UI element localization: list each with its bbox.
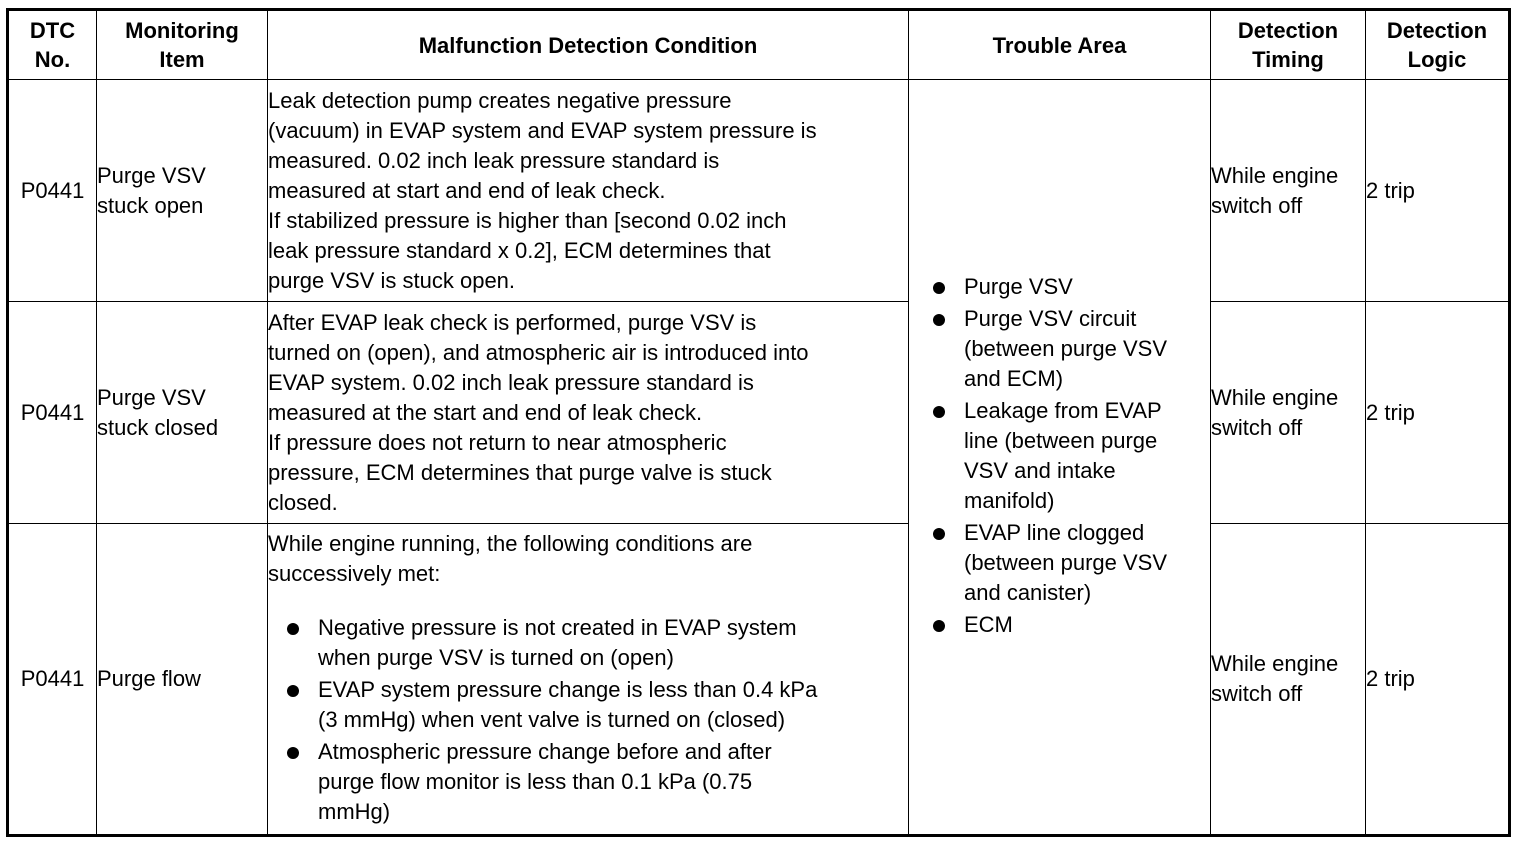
header-monitoring-line2: Item — [159, 47, 205, 72]
detection-timing — [1211, 524, 1366, 836]
table-row — [8, 524, 1510, 836]
condition-intro-line: While engine running, the following conditions are — [268, 531, 753, 556]
condition-line: measured. 0.02 inch leak pressure standard is — [268, 147, 720, 173]
detection-timing — [1211, 302, 1366, 524]
detection-logic: 2 trip — [1366, 302, 1510, 524]
timing-line: switch off — [1211, 192, 1303, 218]
timing-line: While engine — [1211, 651, 1339, 676]
condition-line: If pressure does not return to near atmospheric — [268, 429, 727, 455]
monitoring-item-line: Purge VSV — [97, 162, 206, 188]
trouble-area-cell — [909, 80, 1211, 836]
trouble-line: Purge VSV circuit — [964, 306, 1137, 331]
header-row — [8, 10, 1510, 80]
condition-line: After EVAP leak check is performed, purge VSV is — [268, 309, 757, 335]
condition-bullet-item — [268, 675, 908, 735]
trouble-line: Purge VSV — [964, 274, 1073, 299]
header-monitoring-item — [97, 10, 268, 80]
trouble-area-list — [909, 272, 1210, 640]
condition-line: (vacuum) in EVAP system and EVAP system pressure is — [268, 117, 817, 143]
header-dtc-line1: DTC — [29, 18, 76, 43]
condition-line: measured at start and end of leak check. — [268, 177, 666, 203]
header-dtc-line2: No. — [34, 47, 71, 72]
bullet-line: (3 mmHg) when vent valve is turned on (closed) — [318, 707, 786, 732]
condition-line: measured at the start and end of leak check. — [268, 399, 703, 425]
header-logic-line1: Detection — [1386, 18, 1488, 43]
monitoring-item-line: stuck closed — [97, 414, 219, 440]
condition-line: EVAP system. 0.02 inch leak pressure standard is — [268, 369, 754, 395]
trouble-line: manifold) — [964, 488, 1055, 513]
bullet-line: when purge VSV is turned on (open) — [318, 645, 674, 670]
header-detection-logic — [1366, 10, 1510, 80]
bullet-icon — [287, 685, 299, 697]
trouble-area-item — [909, 396, 1210, 516]
bullet-icon — [933, 314, 945, 326]
condition-intro-line: successively met: — [268, 561, 441, 586]
header-logic-line2: Logic — [1407, 47, 1467, 72]
trouble-line: VSV and intake — [964, 458, 1116, 483]
monitoring-item — [97, 302, 268, 524]
detection-logic: 2 trip — [1366, 80, 1510, 302]
header-timing-line1: Detection — [1237, 18, 1339, 43]
spacer — [268, 589, 908, 613]
trouble-area-item — [909, 610, 1210, 640]
dtc-code: P0441 — [8, 80, 97, 302]
header-detection-timing — [1211, 10, 1366, 80]
condition-line: closed. — [268, 489, 338, 515]
trouble-line: (between purge VSV — [964, 550, 1168, 575]
condition-line: Leak detection pump creates negative pressure — [268, 87, 732, 113]
bullet-icon — [933, 282, 945, 294]
bullet-line: Atmospheric pressure change before and after — [318, 739, 772, 764]
timing-line: While engine — [1211, 162, 1339, 188]
condition-line: leak pressure standard x 0.2], ECM determines that — [268, 237, 771, 263]
dtc-code: P0441 — [8, 524, 97, 836]
trouble-line: ECM — [964, 612, 1013, 637]
monitoring-item-line: Purge flow — [97, 666, 201, 691]
condition-bullet-list — [268, 613, 908, 827]
monitoring-item — [97, 80, 268, 302]
bullet-line: mmHg) — [318, 799, 391, 824]
timing-line: switch off — [1211, 681, 1303, 706]
bullet-icon — [933, 406, 945, 418]
detection-timing — [1211, 80, 1366, 302]
table-row — [8, 302, 1510, 524]
bullet-line: purge flow monitor is less than 0.1 kPa (0.75 — [318, 769, 753, 794]
condition-cell — [268, 302, 909, 524]
monitoring-item — [97, 524, 268, 836]
trouble-line: EVAP line clogged — [964, 520, 1145, 545]
header-timing-line2: Timing — [1252, 47, 1324, 72]
condition-cell — [268, 80, 909, 302]
header-trouble-area: Trouble Area — [909, 10, 1211, 80]
dtc-code: P0441 — [8, 302, 97, 524]
timing-line: switch off — [1211, 414, 1303, 440]
condition-cell — [268, 524, 909, 836]
condition-bullet-item — [268, 613, 908, 673]
trouble-line: Leakage from EVAP — [964, 398, 1162, 423]
condition-line: purge VSV is stuck open. — [268, 267, 516, 293]
bullet-icon — [287, 623, 299, 635]
trouble-line: and canister) — [964, 580, 1092, 605]
header-monitoring-line1: Monitoring — [125, 18, 239, 43]
trouble-area-item — [909, 304, 1210, 394]
header-condition: Malfunction Detection Condition — [268, 10, 909, 80]
dtc-table — [6, 8, 1511, 837]
bullet-icon — [933, 620, 945, 632]
bullet-line: EVAP system pressure change is less than 0.4 kPa — [318, 677, 818, 702]
timing-line: While engine — [1211, 384, 1339, 410]
trouble-area-item — [909, 272, 1210, 302]
trouble-line: (between purge VSV — [964, 336, 1168, 361]
monitoring-item-line: Purge VSV — [97, 384, 206, 410]
condition-line: If stabilized pressure is higher than [second 0.02 inch — [268, 207, 787, 233]
condition-line: turned on (open), and atmospheric air is introduced into — [268, 339, 809, 365]
table-row — [8, 80, 1510, 302]
bullet-icon — [287, 747, 299, 759]
trouble-area-item — [909, 518, 1210, 608]
condition-bullet-item — [268, 737, 908, 827]
detection-logic: 2 trip — [1366, 524, 1510, 836]
header-dtc-no — [8, 10, 97, 80]
bullet-line: Negative pressure is not created in EVAP system — [318, 615, 797, 640]
trouble-line: and ECM) — [964, 366, 1064, 391]
condition-line: pressure, ECM determines that purge valve is stuck — [268, 459, 772, 485]
monitoring-item-line: stuck open — [97, 192, 204, 218]
trouble-line: line (between purge — [964, 428, 1158, 453]
bullet-icon — [933, 528, 945, 540]
